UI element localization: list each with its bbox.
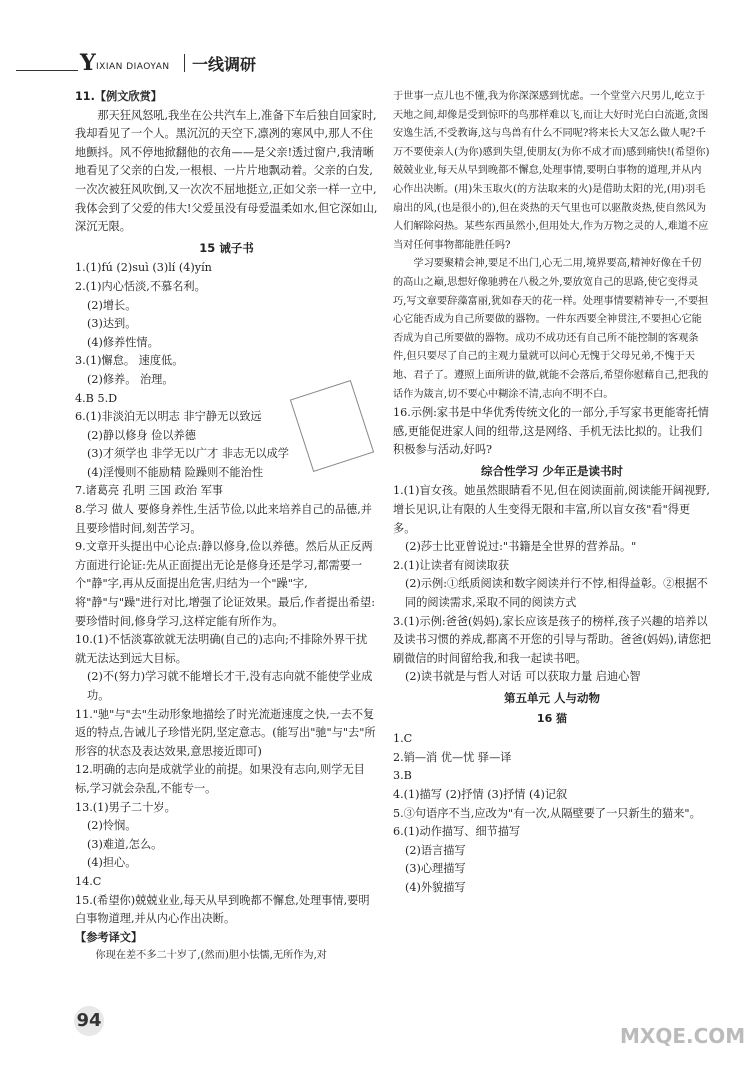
header-brand: 一线调研 [192, 55, 257, 74]
right-line: 3.B [393, 769, 412, 783]
left-line: 10.(1)不恬淡寡欲就无法明确(自己的)志向;不排除外界干扰就无法达到远大目标。 [75, 633, 368, 665]
right-line: 2.(1)让读者有阅读取获 [393, 558, 510, 572]
left-line: (2)增长。 [87, 298, 137, 312]
right-line: 3.(1)示例:爸爸(妈妈),家长应该是孩子的榜样,孩子兴趣的培养以及读书习惯的养成,都离不开您的引导与帮助。爸爸(妈妈),请您把刷微信的时间留给我,和我一起读书吧。 [393, 614, 711, 665]
right-line: 6.(1)动作描写、细节描写 [393, 825, 521, 839]
left-line: 你现在差不多二十岁了,(然而)胆小怯懦,无所作为,对 [95, 950, 327, 962]
page-number: 94 [74, 1006, 104, 1036]
left-line: 15 诫子书 [199, 240, 254, 255]
left-line: 15.(希望你)兢兢业业,每天从早到晚都不懈怠,处理事情,要明白事物道理,并从内心作出决断。 [75, 893, 370, 926]
left-line: 12.明确的志向是成就学业的前提。如果没有志向,则学无目标,学习就会杂乱,不能专一。 [75, 763, 365, 795]
left-line: (2)怜悯。 [87, 819, 137, 833]
left-line: 11."驰"与"去"生动形象地描绘了时光流逝速度之快,一去不复返的特点,告诫儿子珍惜光阴,坚定意志。(能写出"驰"与"去"所形容的状态及表达效果,意思接近即可) [75, 707, 376, 758]
header-rule [16, 70, 78, 71]
right-line: 16.示例:家书是中华优秀传统文化的一部分,手写家书更能寄托情感,更能促进家人间的纽带,这是网络、手机无法比拟的。让我们积极参与活动,好吗? [393, 406, 709, 457]
right-line: 1.C [393, 732, 413, 746]
left-line: 2.(1)内心恬淡,不慕名利。 [75, 279, 206, 293]
left-line: (2)修养。 治理。 [87, 372, 174, 386]
right-line: (2)读书就是与哲人对话 可以获取力量 启迪心智 [405, 670, 641, 684]
left-line: 7.诸葛亮 孔明 三国 政治 军事 [75, 484, 223, 498]
left-line: 【参考译文】 [75, 930, 143, 944]
right-line: 2.销—消 优—忧 驿—译 [393, 750, 512, 764]
right-line: (4)外貌描写 [405, 880, 466, 894]
right-line: 第五单元 人与动物 [503, 691, 600, 705]
left-line: 11.【例文欣赏】 [75, 90, 162, 103]
page-header [16, 48, 376, 78]
left-line: 8.学习 做人 要修身养性,生活节俭,以此来培养自己的品德,并且要珍惜时间,刻苦学习。 [75, 503, 372, 535]
left-line: (2)不(努力)学习就不能增长才干,没有志向就不能使学业成功。 [87, 670, 373, 702]
left-line: 6.(1)非淡泊无以明志 非宁静无以致远 [75, 410, 262, 424]
watermark: MXQE.COM [620, 1024, 746, 1048]
left-line: 1.(1)fú (2)suì (3)lí (4)yín [75, 261, 212, 275]
right-line: (2)示例:①纸质阅读和数字阅读并行不悖,相得益彰。②根据不同的阅读需求,采取不同的阅读方式 [405, 577, 708, 610]
left-line: 3.(1)懈怠。 速度低。 [75, 354, 184, 368]
right-line: (2)莎士比亚曾说过:"书籍是全世界的营养品。" [405, 540, 637, 554]
right-line: 5.③句语序不当,应改为"有一次,从隔壁要了一只新生的猫来"。 [393, 806, 701, 820]
right-line: 4.(1)描写 (2)抒情 (3)抒情 (4)记叙 [393, 787, 568, 801]
left-line: 13.(1)男子二十岁。 [75, 800, 176, 814]
left-line: 4.B 5.D [75, 391, 118, 405]
left-line: (2)静以修身 俭以养德 [87, 428, 196, 442]
left-line: (4)修养性情。 [87, 335, 159, 349]
left-line: 9.文章开头提出中心论点:静以修身,俭以养德。然后从正反两方面进行论证:先从正面提出无论是修身还是学习,都需要一个"静"字,再从反面提出危害,归结为一个"躁"字,将"静"与"躁"进行对比,增强了论证效果。最后,作者提出希望:要珍惜时间,修身学习,这样定能有所作为。 [75, 540, 375, 628]
right-line: 16 猫 [536, 711, 568, 725]
left-line: (4)担心。 [87, 856, 137, 870]
right-line: 综合性学习 少年正是读书时 [480, 463, 623, 478]
left-column [75, 88, 378, 966]
left-line: (4)淫慢则不能励精 险躁则不能治性 [87, 465, 264, 479]
right-line: (3)心理描写 [405, 862, 466, 876]
left-line: 那天狂风怒吼,我坐在公共汽车上,准备下车后独自回家时,我却看见了一个人。黑沉沉的天空下,凛冽的寒风中,那人不住地颤抖。风不停地掀翻他的衣角——是父亲!透过窗户,我清晰地看见了父亲的白发,一根根、一片片地飘动着。父亲的白发,一次次被狂风吹倒,又一次次不屈地挺立,正如父亲一样一立中,我体会到了父爱的伟大!父爱虽没有母爱温柔如水,但它深如山,深沉无限。 [75, 108, 378, 234]
right-line: (2)语言描写 [405, 843, 466, 857]
header-divider [184, 54, 185, 72]
left-line: (3)才须学也 非学无以广才 非志无以成学 [87, 447, 289, 461]
right-line: 1.(1)盲女孩。她虽然眼睛看不见,但在阅读面前,阅读能开阔视野,增长见识,让有限的人生变得无限和丰富,所以盲女孩"看"得更多。 [393, 484, 710, 535]
left-line: 14.C [75, 874, 102, 888]
right-line: 学习要聚精会神,要足不出门,心无二用,境界要高,精神好像在千仞的高山之巅,思想好像驰骋在八极之外,要放宽自己的思路,使它变得灵巧,写文章要辞藻富丽,犹如春天的花一样。处理事情要精神专一,不要担心它能否成为自己所要做的器物。一件东西要全神贯注,不要担心它能否成为自己所要做的器物。成功不成功还有自己所不能控制的客观条件,但只要尽了自己的主观力量就可以问心无愧于父母兄弟,不愧于天地、君子了。遵照上面所讲的做,就能不会落后,希望你慰藉自己,把我的话作为箴言,切不要心中糊涂不清,志向不明不白。 [393, 258, 709, 400]
left-line: (3)难道,怎么。 [87, 837, 163, 851]
left-line: (3)达到。 [87, 317, 137, 331]
header-subtitle: IXIAN DIAOYAN [96, 62, 170, 72]
right-line: 于世事一点儿也不懂,我为你深深感到忧虑。一个堂堂六尺男儿,屹立于天地之间,却像是受到惊吓的鸟那样难以飞,而让大好时光白白流逝,贪图安逸生活,不受教诲,这与鸟兽有什么不同呢?将来长大又怎么做人呢?千万不要使亲人(为你)感到失望,使朋友(为你不成才而)感到痛快!(希望你)兢兢业业,每天从早到晚都不懈怠,处理事情,要明白事物的道理,并从内心作出决断。(用)朱玉取火(的方法取来的火)是借助太阳的光,(用)羽毛扇出的风,(也是很小的),但在炎热的天气里也可以驱散炎热,使自然风为人们解除闷热。某些东西虽然小,但用处大,作为万物之灵的人,难道不应当对任何事物都能胜任吗? [393, 91, 710, 251]
header-letter: Y [80, 50, 96, 76]
right-column [393, 88, 711, 898]
